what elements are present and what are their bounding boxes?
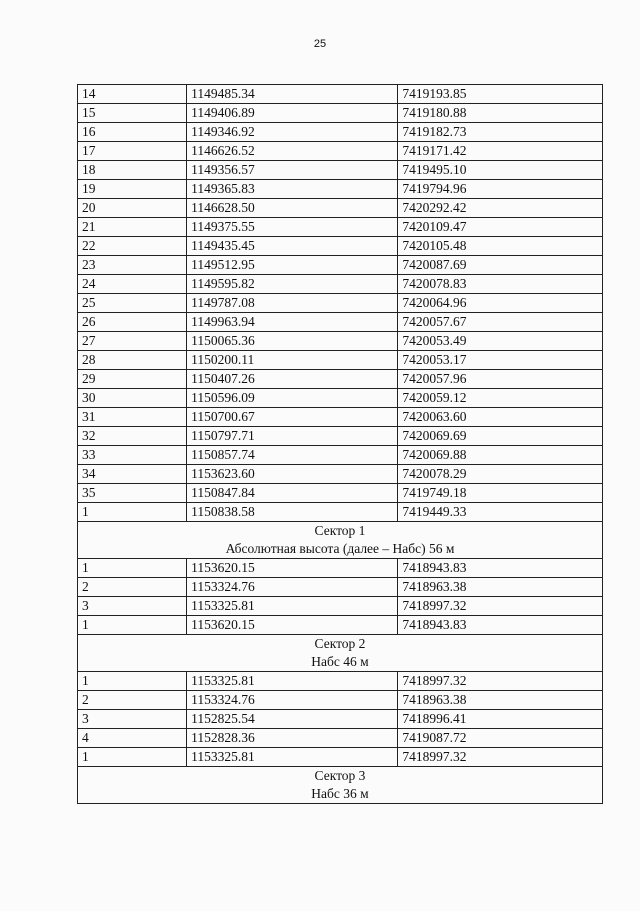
x-coordinate-cell: 1150407.26: [187, 370, 398, 389]
x-coordinate-cell: 1149365.83: [187, 180, 398, 199]
sector-header-row: [78, 635, 603, 672]
point-number-cell: 1: [78, 748, 187, 767]
x-coordinate-cell: 1150200.11: [187, 351, 398, 370]
x-coordinate-cell: 1153324.76: [187, 691, 398, 710]
table-row: [78, 597, 603, 616]
y-coordinate-cell: 7419180.88: [398, 104, 603, 123]
sector-altitude: Абсолютная высота (далее – Набс) 56 м: [225, 541, 455, 556]
y-coordinate-cell: 7419794.96: [398, 180, 603, 199]
x-coordinate-cell: 1146628.50: [187, 199, 398, 218]
x-coordinate-cell: 1153325.81: [187, 672, 398, 691]
y-coordinate-cell: 7420063.60: [398, 408, 603, 427]
table-row: [78, 199, 603, 218]
point-number-cell: 3: [78, 597, 187, 616]
x-coordinate-cell: 1146626.52: [187, 142, 398, 161]
page-number: 25: [313, 38, 327, 50]
x-coordinate-cell: 1152828.36: [187, 729, 398, 748]
table-row: [78, 559, 603, 578]
point-number-cell: 25: [78, 294, 187, 313]
table-row: [78, 465, 603, 484]
point-number-cell: 26: [78, 313, 187, 332]
x-coordinate-cell: 1150838.58: [187, 503, 398, 522]
point-number-cell: 30: [78, 389, 187, 408]
x-coordinate-cell: 1150847.84: [187, 484, 398, 503]
sector-altitude: Набс 46 м: [311, 654, 369, 669]
point-number-cell: 21: [78, 218, 187, 237]
sector-header: [78, 767, 603, 804]
point-number-cell: 34: [78, 465, 187, 484]
x-coordinate-cell: 1149346.92: [187, 123, 398, 142]
table-row: [78, 691, 603, 710]
point-number-cell: 22: [78, 237, 187, 256]
table-row: [78, 446, 603, 465]
table-row: [78, 85, 603, 104]
x-coordinate-cell: 1153325.81: [187, 748, 398, 767]
y-coordinate-cell: 7419495.10: [398, 161, 603, 180]
point-number-cell: 1: [78, 559, 187, 578]
table-row: [78, 218, 603, 237]
point-number-cell: 19: [78, 180, 187, 199]
y-coordinate-cell: 7418963.38: [398, 578, 603, 597]
y-coordinate-cell: 7420292.42: [398, 199, 603, 218]
point-number-cell: 2: [78, 578, 187, 597]
y-coordinate-cell: 7419749.18: [398, 484, 603, 503]
point-number-cell: 17: [78, 142, 187, 161]
table-row: [78, 710, 603, 729]
table-row: [78, 370, 603, 389]
x-coordinate-cell: 1149406.89: [187, 104, 398, 123]
table-row: [78, 351, 603, 370]
sector-title: Сектор 3: [314, 768, 366, 783]
table-row: [78, 313, 603, 332]
y-coordinate-cell: 7418997.32: [398, 597, 603, 616]
point-number-cell: 1: [78, 503, 187, 522]
sector-header-row: [78, 522, 603, 559]
point-number-cell: 27: [78, 332, 187, 351]
point-number-cell: 2: [78, 691, 187, 710]
table-row: [78, 142, 603, 161]
x-coordinate-cell: 1149375.55: [187, 218, 398, 237]
x-coordinate-cell: 1149435.45: [187, 237, 398, 256]
sector-header-row: [78, 767, 603, 804]
y-coordinate-cell: 7420069.88: [398, 446, 603, 465]
y-coordinate-cell: 7420064.96: [398, 294, 603, 313]
sector-header: [78, 635, 603, 672]
point-number-cell: 31: [78, 408, 187, 427]
point-number-cell: 33: [78, 446, 187, 465]
x-coordinate-cell: 1153620.15: [187, 559, 398, 578]
point-number-cell: 32: [78, 427, 187, 446]
x-coordinate-cell: 1152825.54: [187, 710, 398, 729]
x-coordinate-cell: 1149356.57: [187, 161, 398, 180]
x-coordinate-cell: 1153620.15: [187, 616, 398, 635]
y-coordinate-cell: 7420078.83: [398, 275, 603, 294]
x-coordinate-cell: 1149512.95: [187, 256, 398, 275]
sector-title: Сектор 2: [314, 636, 366, 651]
point-number-cell: 1: [78, 672, 187, 691]
x-coordinate-cell: 1153324.76: [187, 578, 398, 597]
x-coordinate-cell: 1150857.74: [187, 446, 398, 465]
point-number-cell: 15: [78, 104, 187, 123]
y-coordinate-cell: 7418997.32: [398, 672, 603, 691]
coordinates-table: [77, 84, 603, 804]
table-row: [78, 161, 603, 180]
y-coordinate-cell: 7418963.38: [398, 691, 603, 710]
y-coordinate-cell: 7418943.83: [398, 616, 603, 635]
table-row: [78, 256, 603, 275]
x-coordinate-cell: 1149485.34: [187, 85, 398, 104]
y-coordinate-cell: 7419193.85: [398, 85, 603, 104]
table-row: [78, 748, 603, 767]
y-coordinate-cell: 7419182.73: [398, 123, 603, 142]
x-coordinate-cell: 1149595.82: [187, 275, 398, 294]
x-coordinate-cell: 1153325.81: [187, 597, 398, 616]
sector-title: Сектор 1: [314, 523, 366, 538]
sector-altitude: Набс 36 м: [311, 786, 369, 801]
table-row: [78, 729, 603, 748]
table-row: [78, 275, 603, 294]
point-number-cell: 29: [78, 370, 187, 389]
x-coordinate-cell: 1150596.09: [187, 389, 398, 408]
table-row: [78, 104, 603, 123]
table-row: [78, 616, 603, 635]
y-coordinate-cell: 7420053.49: [398, 332, 603, 351]
y-coordinate-cell: 7420057.67: [398, 313, 603, 332]
table-row: [78, 294, 603, 313]
y-coordinate-cell: 7420059.12: [398, 389, 603, 408]
point-number-cell: 28: [78, 351, 187, 370]
x-coordinate-cell: 1150797.71: [187, 427, 398, 446]
table-row: [78, 408, 603, 427]
sector-header: [78, 522, 603, 559]
point-number-cell: 24: [78, 275, 187, 294]
table-row: [78, 672, 603, 691]
table-row: [78, 578, 603, 597]
y-coordinate-cell: 7420087.69: [398, 256, 603, 275]
point-number-cell: 16: [78, 123, 187, 142]
x-coordinate-cell: 1150065.36: [187, 332, 398, 351]
y-coordinate-cell: 7418943.83: [398, 559, 603, 578]
y-coordinate-cell: 7420057.96: [398, 370, 603, 389]
x-coordinate-cell: 1150700.67: [187, 408, 398, 427]
point-number-cell: 1: [78, 616, 187, 635]
x-coordinate-cell: 1153623.60: [187, 465, 398, 484]
table-row: [78, 389, 603, 408]
y-coordinate-cell: 7420069.69: [398, 427, 603, 446]
y-coordinate-cell: 7420109.47: [398, 218, 603, 237]
y-coordinate-cell: 7420078.29: [398, 465, 603, 484]
table-row: [78, 484, 603, 503]
point-number-cell: 20: [78, 199, 187, 218]
y-coordinate-cell: 7419171.42: [398, 142, 603, 161]
table-row: [78, 332, 603, 351]
y-coordinate-cell: 7420105.48: [398, 237, 603, 256]
point-number-cell: 35: [78, 484, 187, 503]
y-coordinate-cell: 7418996.41: [398, 710, 603, 729]
table-row: [78, 427, 603, 446]
y-coordinate-cell: 7418997.32: [398, 748, 603, 767]
point-number-cell: 23: [78, 256, 187, 275]
x-coordinate-cell: 1149963.94: [187, 313, 398, 332]
table-row: [78, 180, 603, 199]
point-number-cell: 18: [78, 161, 187, 180]
point-number-cell: 14: [78, 85, 187, 104]
y-coordinate-cell: 7420053.17: [398, 351, 603, 370]
y-coordinate-cell: 7419087.72: [398, 729, 603, 748]
point-number-cell: 4: [78, 729, 187, 748]
table-row: [78, 503, 603, 522]
coordinates-table-body: [78, 85, 603, 804]
table-row: [78, 237, 603, 256]
point-number-cell: 3: [78, 710, 187, 729]
table-row: [78, 123, 603, 142]
x-coordinate-cell: 1149787.08: [187, 294, 398, 313]
y-coordinate-cell: 7419449.33: [398, 503, 603, 522]
